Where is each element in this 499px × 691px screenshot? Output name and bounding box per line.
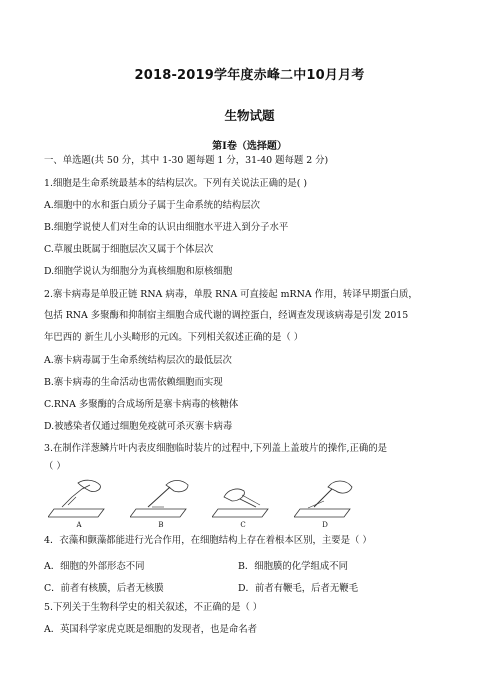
figure-b-label: B (158, 521, 164, 529)
hand-coverslip-drawing-b (130, 475, 192, 521)
figure-b (130, 475, 192, 533)
question-1-option-c: C.草履虫既属于细胞层次又属于个体层次 (44, 244, 214, 255)
question-4-option-d: D．前者有鞭毛，后者无鞭毛 (238, 583, 359, 594)
hand-coverslip-drawing-c (212, 475, 274, 521)
question-2-stem-line-1: 2.寨卡病毒是单股正链 RNA 病毒，单股 RNA 可直接起 mRNA 作用，转译早期蛋白质， (44, 289, 418, 300)
question-3-stem: 3.在制作洋葱鳞片叶内表皮细胞临时装片的过程中,下列盖上盖玻片的操作,正确的是 (44, 443, 388, 454)
figure-c (212, 475, 274, 533)
subject-title: 生物试题 (224, 108, 275, 123)
question-2-option-a: A.寨卡病毒属于生命系统结构层次的最低层次 (44, 355, 232, 366)
question-2-option-b: B.寨卡病毒的生命活动也需依赖细胞而实现 (44, 377, 223, 388)
coverslip-figure-row (48, 475, 368, 535)
figure-c-label: C (240, 521, 246, 529)
question-4-stem: 4．衣藻和颤藻都能进行光合作用，在细胞结构上存在着根本区别，主要是（ ） (44, 535, 372, 546)
question-3-answer-blank: （ ） (44, 461, 66, 472)
question-2-stem-line-3: 年巴西的 新生儿小头畸形的元凶。下列相关叙述正确的是（ ） (44, 332, 304, 343)
figure-d-label: D (322, 521, 328, 529)
question-1-stem: 1.细胞是生命系统最基本的结构层次。下列有关说法正确的是( ) (44, 178, 307, 189)
question-5-stem: 5.下列关于生物科学史的相关叙述，不正确的是（ ） (44, 602, 263, 613)
section-instructions: 一、单选题(共 50 分，其中 1-30 题每题 1 分，31-40 题每题 2 分) (44, 155, 329, 166)
hand-coverslip-drawing-d (294, 475, 356, 521)
exam-title: 2018-2019学年度赤峰二中10月月考 (134, 68, 365, 83)
hand-coverslip-drawing-a (48, 475, 110, 521)
question-2-option-d: D.被感染者仅通过细胞免疫就可杀灭寨卡病毒 (44, 421, 233, 432)
question-4-option-b: B．细胞膜的化学组成不同 (238, 561, 349, 572)
question-5-option-a: A．英国科学家虎克既是细胞的发现者，也是命名者 (44, 624, 258, 635)
question-2-option-c: C.RNA 多聚酶的合成场所是寨卡病毒的核糖体 (44, 399, 239, 410)
question-2-stem-line-2: 包括 RNA 多聚酶和抑制宿主细胞合成代谢的调控蛋白，经调查发现该病毒是引发 2015 (44, 310, 409, 321)
question-4-option-a: A．细胞的外部形态不同 (44, 561, 145, 572)
figure-a-label: A (76, 521, 82, 529)
question-1-option-d: D.细胞学说认为细胞分为真核细胞和原核细胞 (44, 266, 233, 277)
question-4-option-c: C．前者有核膜，后者无核膜 (44, 583, 164, 594)
figure-a (48, 475, 110, 533)
question-1-option-a: A.细胞中的水和蛋白质分子属于生命系统的结构层次 (44, 200, 261, 211)
question-1-option-b: B.细胞学说使人们对生命的认识由细胞水平进入到分子水平 (44, 222, 289, 233)
section-title: 第I卷（选择题） (212, 141, 287, 152)
figure-d (294, 475, 356, 533)
